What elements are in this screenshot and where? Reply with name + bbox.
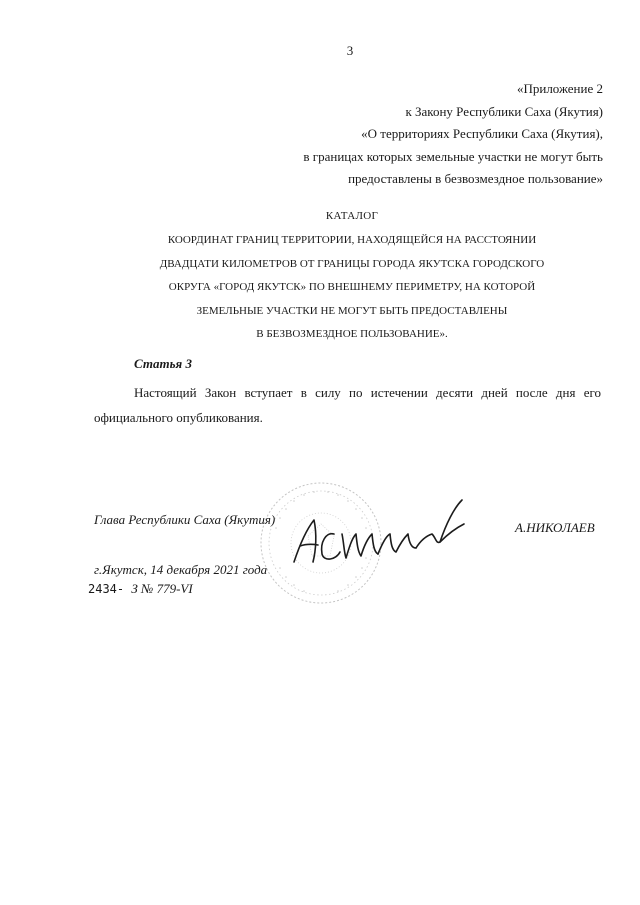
- appendix-line: «О территориях Республики Саха (Якутия),: [361, 126, 603, 141]
- catalog-description: [0, 229, 640, 347]
- catalog-line: ДВАДЦАТИ КИЛОМЕТРОВ ОТ ГРАНИЦЫ ГОРОДА ЯКУТСКА ГОРОДСКОГО: [159, 257, 545, 270]
- catalog-title: КАТАЛОГ: [325, 210, 379, 222]
- page-number: 3: [346, 43, 354, 58]
- appendix-line: в границах которых земельные участки не могут быть: [303, 148, 603, 164]
- catalog-line: ОКРУГА «ГОРОД ЯКУТСК» ПО ВНЕШНЕМУ ПЕРИМЕТРУ, НА КОТОРОЙ: [168, 281, 536, 293]
- handwritten-signature: [286, 494, 476, 574]
- signatory-title: Глава Республики Саха (Якутия): [94, 512, 276, 527]
- registration-code: 2434-: [88, 582, 125, 596]
- catalog-line: ЗЕМЕЛЬНЫЕ УЧАСТКИ НЕ МОГУТ БЫТЬ ПРЕДОСТАВЛЕНЫ: [196, 304, 508, 317]
- official-seal-stamp: [256, 478, 386, 608]
- signatory-name: А.НИКОЛАЕВ: [515, 520, 595, 535]
- appendix-line: «Приложение 2: [516, 81, 603, 96]
- article-heading: Статья 3: [134, 356, 192, 371]
- appendix-line: предоставлены в безвозмездное пользование»: [348, 171, 603, 186]
- registration-line: [88, 581, 193, 597]
- appendix-line: к Закону Республики Саха (Якутия): [405, 103, 603, 119]
- catalog-line: КООРДИНАТ ГРАНИЦ ТЕРРИТОРИИ, НАХОДЯЩЕЙСЯ НА РАССТОЯНИИ: [167, 234, 537, 246]
- appendix-header: [303, 78, 603, 191]
- law-number: З № 779-VI: [131, 581, 193, 596]
- catalog-line: В БЕЗВОЗМЕЗДНОЕ ПОЛЬЗОВАНИЕ».: [256, 328, 448, 340]
- article-body: Настоящий Закон вступает в силу по истечении десяти дней после дня его официального опубликования.: [94, 385, 601, 425]
- signing-place-date: г.Якутск, 14 декабря 2021 года: [94, 562, 268, 577]
